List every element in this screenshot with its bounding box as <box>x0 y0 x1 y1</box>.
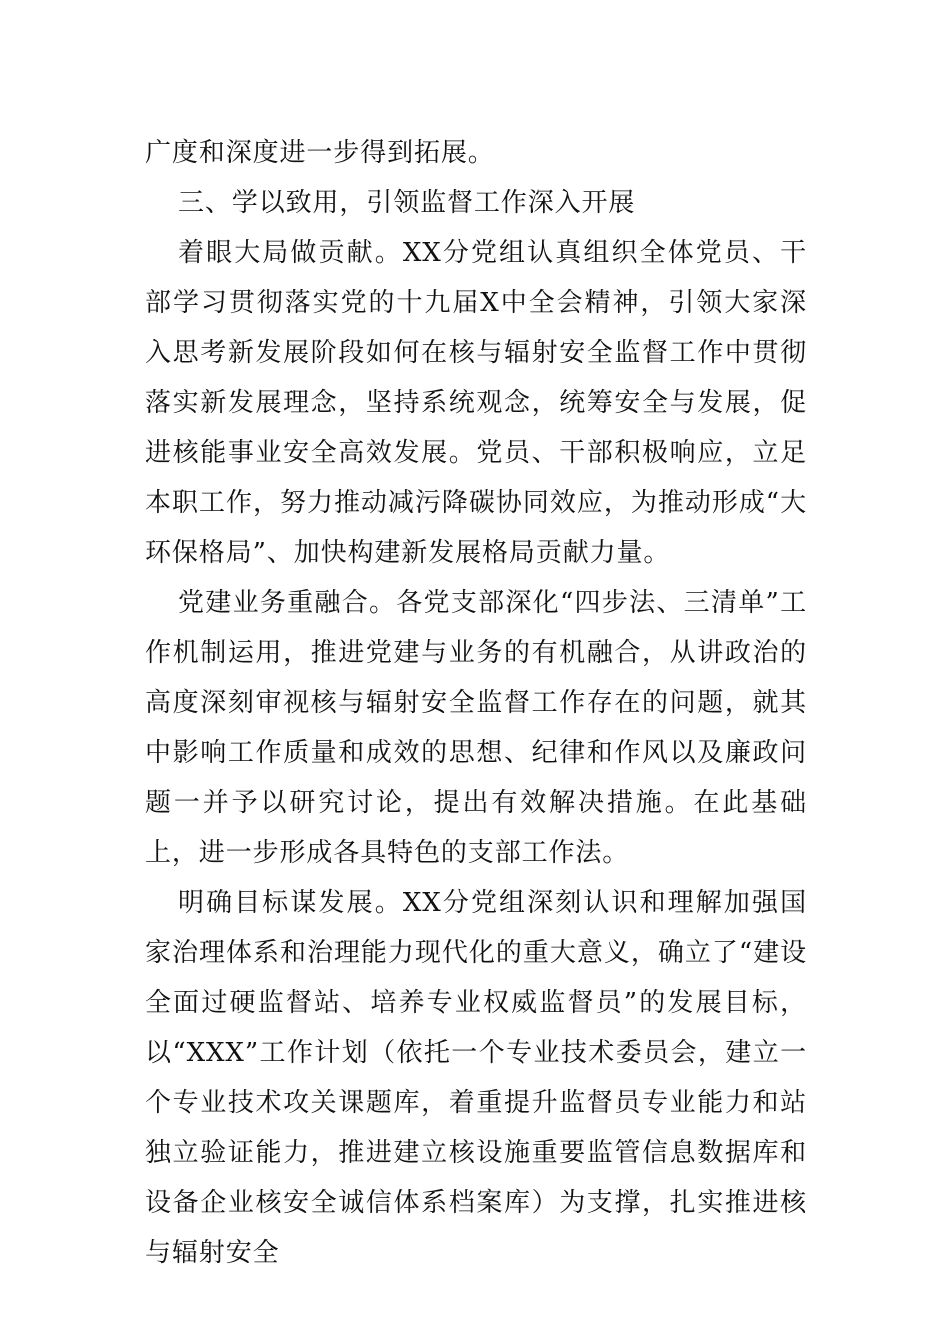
document-body <box>145 128 807 1278</box>
paragraph-contribute: 着眼大局做贡献。XX分党组认真组织全体党员、干部学习贯彻落实党的十九届X中全会精神，引领大家深入思考新发展阶段如何在核与辐射安全监督工作中贯彻落实新发展理念，坚持系统观念，统筹安全与发展，促进核能事业安全高效发展。党员、干部积极响应，立足本职工作，努力推动减污降碳协同效应，为推动形成“大环保格局”、加快构建新发展格局贡献力量。 <box>145 238 807 568</box>
paragraph-goals: 明确目标谋发展。XX分党组深刻认识和理解加强国家治理体系和治理能力现代化的重大意义，确立了“建设全面过硬监督站、培养专业权威监督员”的发展目标，以“XXX”工作计划（依托一个专业技术委员会，建立一个专业技术攻关课题库，着重提升监督员专业能力和站独立验证能力，推进建立核设施重要监管信息数据库和设备企业核安全诚信体系档案库）为支撑，扎实推进核与辐射安全 <box>145 888 807 1268</box>
paragraph-continuation: 广度和深度进一步得到拓展。 <box>145 138 495 168</box>
section-heading: 三、学以致用，引领监督工作深入开展 <box>178 188 636 218</box>
paragraph-integration: 党建业务重融合。各党支部深化“四步法、三清单”工作机制运用，推进党建与业务的有机融合，从讲政治的高度深刻审视核与辐射安全监督工作存在的问题，就其中影响工作质量和成效的思想、纪律和作风以及廉政问题一并予以研究讨论，提出有效解决措施。在此基础上，进一步形成各具特色的支部工作法。 <box>145 588 807 868</box>
